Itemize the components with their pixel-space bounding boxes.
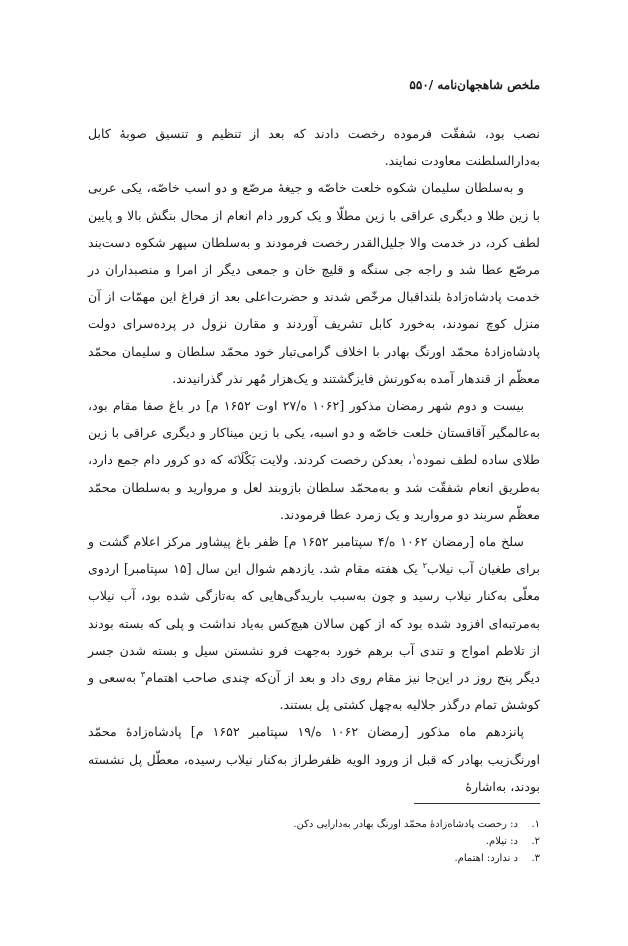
footnote-ref[interactable]: ۱ bbox=[411, 452, 417, 462]
paragraph-text: یک هفته مقام شد. یازدهم شوال این سال [۱۵ سپتامبر] اردوی معلّی به‌کنار نیلاب رسید و چون به‌سبب باریدگی‌هایی که به‌تازگی شده بود، آب نیلاب به‌مرتبه‌ای افزود شده بود که از کهن سالان هیچ‌کس به‌یاد نداشت و پلی که بسته بودند از تلاطم امواج و تندی آب برهم خورد به‌جهت فرو نشستن سیل و بسته شدن جسر دیگر پنج روز در این‌جا نیز مقام روی داد و بعد از آن‌که چندی صاحب اهتمام bbox=[88, 561, 540, 686]
paragraph-text: ، بعدکن رخصت کردند. ولایت بَکْلَانَه که دو کرور دام جمع دارد، به‌طریق انعام شفقّت شد و به‌محمّد سلطان بازوبند لعل و مروارید و به‌سلطان محمّد معظّم سربند دو مروارید و یک زمرد عطا فرمودند. bbox=[88, 452, 540, 522]
paragraph-text: سلخ ماه [رمضان ۱۰۶۲ ه/۴ سپتامبر ۱۶۵۲ م] ظفر باغ پیشاور مرکز اعلام گشت و برای طغیان آب نیلاب bbox=[88, 534, 540, 577]
footnote-number: ۳. bbox=[531, 853, 540, 864]
paragraph bbox=[88, 392, 540, 528]
footnote bbox=[88, 833, 540, 850]
footnotes bbox=[88, 816, 540, 867]
paragraph: نصب بود، شفقّت فرموده رخصت دادند که بعد از تنظیم و تنسیق صوبهٔ کابل به‌دارالسلطنت معاودت نمایند. bbox=[88, 126, 540, 169]
footnote-divider bbox=[414, 803, 540, 804]
paragraph: و به‌سلطان سلیمان شکوه خلعت خاصّه و جیغهٔ مرصّع و دو اسب خاصّه، یکی عربی با زین طلا و دیگری عراقی با زین مطلّا و یک کرور دام انعام از محال بنگش بالا و پایین لطف کرد، در خدمت والا جلیل‌القدر رخصت فرمودند و به‌سلطان سپهر شکوه دست‌بند مرصّع عطا شد و راجه جی سنگه و قلیچ خان و جمعی دیگر از امرا و منصبداران در خدمت پادشاه‌زادهٔ بلنداقبال مرخّص شدند و حضرت‌اعلی بعد از فراغ این مهمّات از آن منزل کوچ نمودند، به‌خورد کابل تشریف آوردند و مقارن نزول در پرده‌سرای دولت پادشاه‌زادهٔ محمّد اورنگ بهادر با اخلاف گرامی‌تبار خود محمّد سلطان و سلیمان محمّد معظّم از قندهار آمده به‌کورنش فایزگشتند و یک‌هزار مُهر نذر گذرانیدند. bbox=[88, 180, 540, 386]
footnote-text: د: رخصت پادشاه‌زادهٔ محمّد اورنگ بهادر به‌دارایی دکن. bbox=[293, 819, 518, 830]
footnote-ref[interactable]: ۳ bbox=[140, 669, 146, 679]
running-header: ملخص شاهجهان‌نامه /۵۵۰ bbox=[409, 78, 540, 92]
paragraph: پانزدهم ماه مذکور [رمضان ۱۰۶۲ ه/۱۹ سپتامبر ۱۶۵۲ م] پادشاه‌زادهٔ محمّد اورنگ‌زیب بهادر که قبل از ورود الویه ظفرطراز به‌کنار نیلاب رسیده، معطّل پل نشسته بودند، به‌اشارهٔ bbox=[88, 724, 540, 794]
body-text bbox=[88, 120, 540, 800]
footnote-ref[interactable]: ۲ bbox=[422, 561, 427, 571]
footnote-number: ۲. bbox=[531, 836, 540, 847]
footnote-text: د ندارد: اهتمام. bbox=[454, 853, 518, 864]
paragraph-text: به‌سعی و کوشش تمام درگذر جلالیه به‌چهل کشتی پل بستند. bbox=[88, 670, 540, 713]
footnote bbox=[88, 850, 540, 867]
footnote-number: ۱. bbox=[531, 819, 540, 830]
paragraph bbox=[88, 528, 540, 718]
paragraph-text: بیست و دوم شهر رمضان مذکور [۱۰۶۲ ه/۲۷ اوت ۱۶۵۲ م] در باغ صفا مقام بود، به‌عالمگیر آقاقستان خلعت خاصّه و دو اسبه، یکی با زین میناکار و دیگری عراقی با زین طلای ساده لطف نموده bbox=[88, 398, 540, 468]
footnote-text: د: نیلام. bbox=[485, 836, 518, 847]
footnote bbox=[88, 816, 540, 833]
